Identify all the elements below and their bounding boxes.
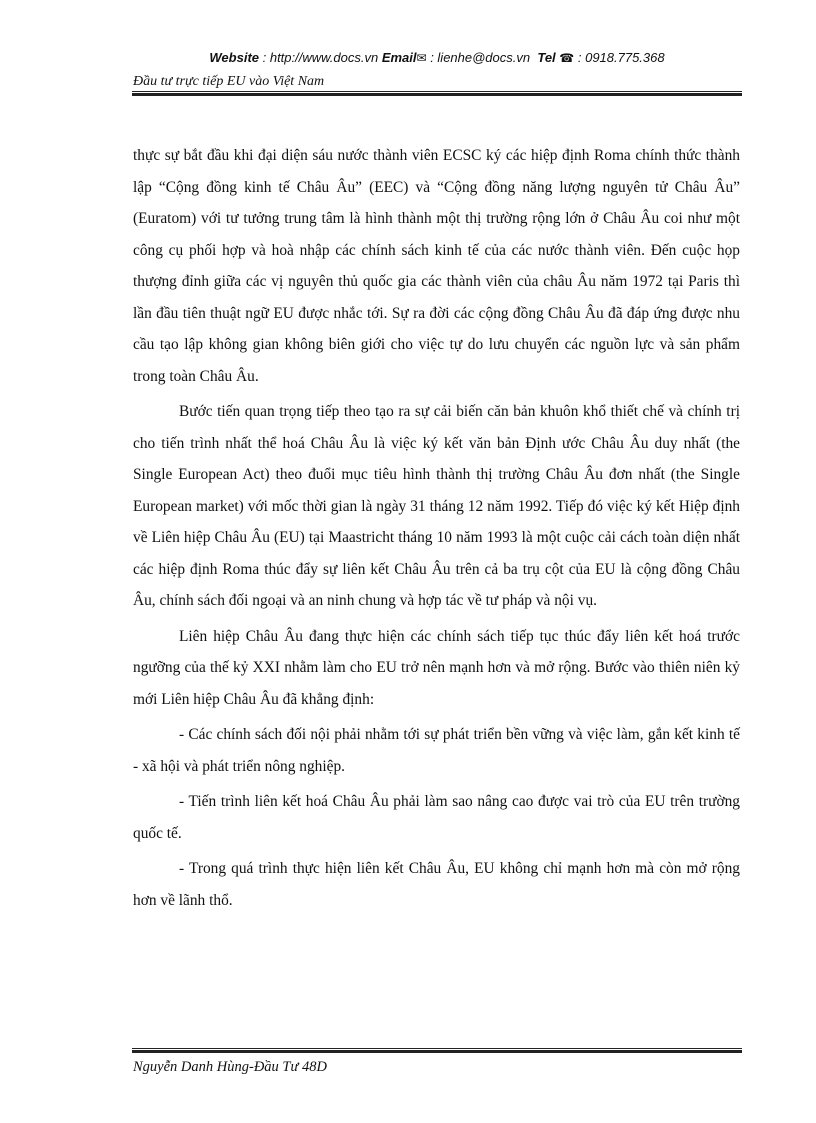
website-link[interactable]: : http://www.docs.vn bbox=[259, 50, 382, 65]
document-body bbox=[133, 140, 740, 916]
bullet-item-1: - Các chính sách đối nội phải nhằm tới sự phát triển bền vững và việc làm, gắn kết kinh tế - xã hội và phát triển nông nghiệp. bbox=[133, 726, 740, 775]
document-header-title: Đầu tư trực tiếp EU vào Việt Nam bbox=[133, 74, 325, 89]
email-link[interactable]: : lienhe@docs.vn bbox=[426, 50, 534, 65]
footer-author: Nguyễn Danh Hùng-Đầu Tư 48D bbox=[133, 1059, 327, 1075]
tel-label: Tel bbox=[537, 50, 556, 65]
email-icon: ✉ bbox=[416, 51, 427, 65]
footer-divider bbox=[132, 1048, 742, 1053]
tel-value: : 0918.775.368 bbox=[574, 50, 665, 65]
website-label: Website bbox=[209, 50, 259, 65]
phone-icon: ☎ bbox=[559, 51, 575, 65]
paragraph-2: Bước tiến quan trọng tiếp theo tạo ra sự cải biến căn bản khuôn khổ thiết chế và chính trị cho tiến trình nhất thể hoá Châu Âu là việc ký kết văn bản Định ước Châu Âu duy nhất (the Single European Act) theo đuổi mục tiêu hình thành thị trường Châu Âu đơn nhất (the Single European market) với mốc thời gian là ngày 31 tháng 12 năm 1992. Tiếp đó việc ký kết Hiệp định về Liên hiệp Châu Âu (EU) tại Maastricht tháng 10 năm 1993 là một cuộc cải cách toàn diện nhất các hiệp định Roma thúc đẩy sự liên kết Châu Âu trên cả ba trụ cột của EU là cộng đồng Châu Âu, chính sách đối ngoại và an ninh chung và hợp tác về tư pháp và nội vụ. bbox=[133, 403, 740, 609]
paragraph-1: thực sự bắt đầu khi đại diện sáu nước thành viên ECSC ký các hiệp định Roma chính thức thành lập “Cộng đồng kinh tế Châu Âu” (EEC) và “Cộng đồng năng lượng nguyên tử Châu Âu” (Euratom) với tư tưởng trung tâm là hình thành một thị trường rộng lớn ở Châu Âu coi như một công cụ phối hợp và hoà nhập các chính sách kinh tế của các nước thành viên. Đến cuộc họp thượng đỉnh giữa các vị nguyên thủ quốc gia các thành viên của châu Âu năm 1972 tại Paris thì lần đầu tiên thuật ngữ EU được nhắc tới. Sự ra đời các cộng đồng Châu Âu đã đáp ứng được nhu cầu tạo lập không gian không biên giới cho việc tự do lưu chuyển các nguồn lực và sản phẩm trong toàn Châu Âu. bbox=[133, 147, 740, 385]
header-divider bbox=[132, 91, 742, 96]
site-contact-bar bbox=[132, 50, 742, 65]
email-label: Email bbox=[381, 50, 417, 65]
bullet-item-2: - Tiến trình liên kết hoá Châu Âu phải làm sao nâng cao được vai trò của EU trên trường quốc tế. bbox=[133, 793, 740, 842]
bullet-item-3: - Trong quá trình thực hiện liên kết Châu Âu, EU không chỉ mạnh hơn mà còn mở rộng hơn về lãnh thổ. bbox=[133, 860, 740, 909]
paragraph-3: Liên hiệp Châu Âu đang thực hiện các chính sách tiếp tục thúc đẩy liên kết hoá trước ngưỡng của thế kỷ XXI nhằm làm cho EU trở nên mạnh hơn và mở rộng. Bước vào thiên niên kỷ mới Liên hiệp Châu Âu đã khẳng định: bbox=[133, 627, 740, 708]
